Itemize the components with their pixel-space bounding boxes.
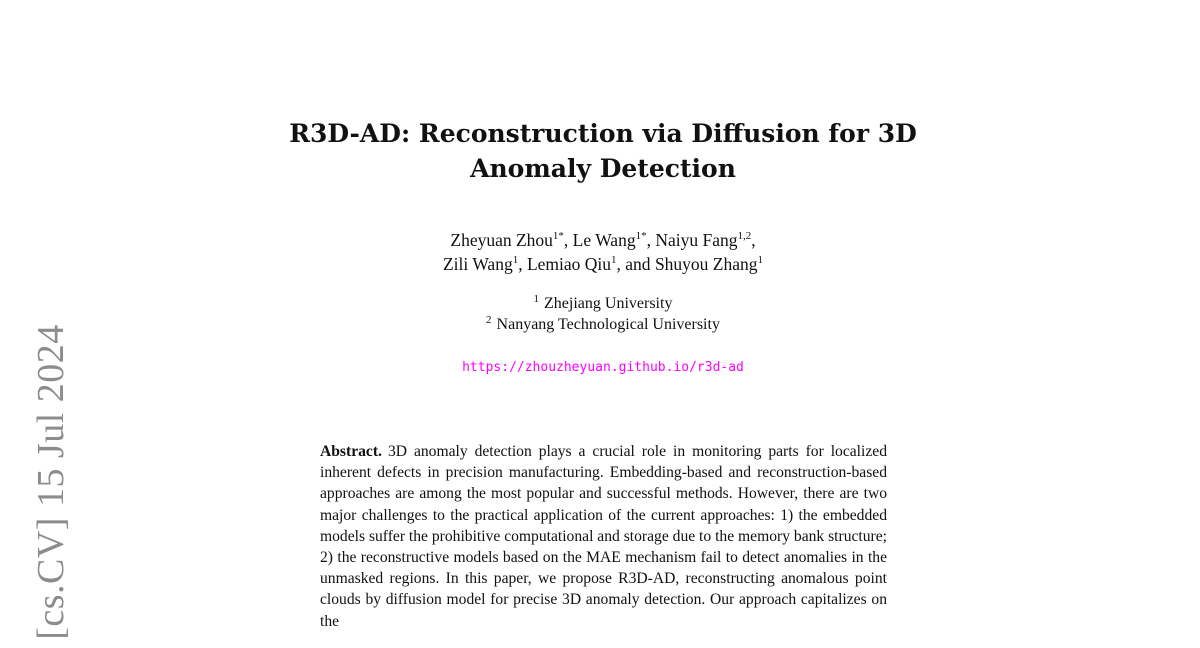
title-line-2: Anomaly Detection [470,154,736,183]
abstract-text: 3D anomaly detection plays a crucial role in monitoring parts for localized inherent defects in precision manufacturing. Embedding-based and reconstruction-based approaches are among the most popular and successful methods. However, there are two major challenges to the practical application of the current approaches: 1) the embedded models suffer the prohibitive computational and storage due to the memory bank structure; 2) the reconstructive models based on the MAE mechanism fail to detect anomalies in the unmasked regions. In this paper, we propose R3D-AD, reconstructing anomalous point clouds by diffusion model for precise 3D anomaly detection. Our approach capitalizes on the [320,443,888,630]
author: Zheyuan Zhou$^{1*}$, [450,230,573,250]
author-list [300,228,906,276]
author: Le Wang$^{1*}$, [572,230,656,250]
title-line-1: R3D-AD: Reconstruction via Diffusion for 3D [289,119,917,148]
project-url-link[interactable]: https://zhouzheyuan.github.io/r3d-ad [462,360,744,375]
abstract [320,441,887,632]
author: Lemiao Qiu$^1$, and [526,254,655,274]
author: Shuyou Zhang$^1$ [654,254,764,274]
arxiv-side-stamp: [cs.CV] 15 Jul 2024 [30,324,72,640]
author: Naiyu Fang$^{1,2}$, [655,230,756,250]
affiliation: $^1$ Zhejiang University [533,292,673,312]
affiliation-list [300,293,906,335]
affiliation: $^2$ Nanyang Technological University [486,313,720,333]
paper-title [270,116,936,186]
author: Zili Wang$^1$, [442,254,527,274]
abstract-label: Abstract. [320,443,382,460]
